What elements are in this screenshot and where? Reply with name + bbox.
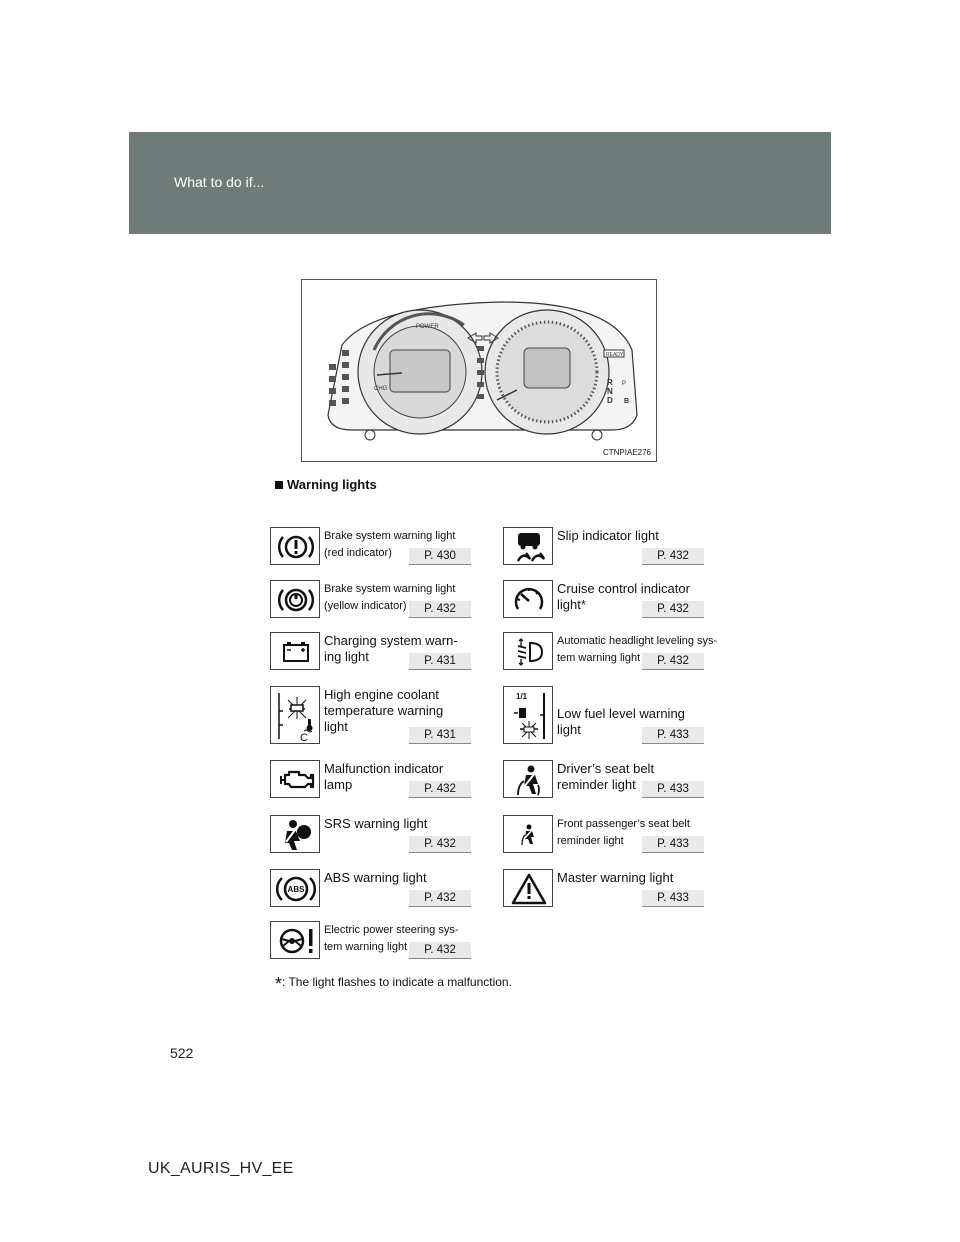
srs-airbag-icon — [270, 815, 320, 853]
headlight-leveling-icon — [503, 632, 553, 670]
gear-d-label: D — [607, 396, 613, 405]
entry-coolant-temperature: C High engine coolant temperature warning light P. 431 — [270, 686, 471, 744]
entry-srs-warning: SRS warning light P. 432 — [270, 815, 471, 853]
page-ref: P. 433 — [642, 890, 704, 907]
gear-b-label: B — [624, 398, 630, 405]
entry-abs-warning: ABS ABS warning light P. 432 — [270, 869, 471, 907]
slip-indicator-icon — [503, 527, 553, 565]
chapter-header — [129, 132, 831, 234]
abs-icon-text: ABS — [287, 885, 305, 894]
page-ref: P. 432 — [642, 548, 704, 565]
figure-code: CTNPIAE276 — [602, 448, 651, 457]
entry-malfunction-indicator: Malfunction indicator lamp P. 432 — [270, 760, 471, 798]
power-label: POWER — [416, 324, 439, 330]
entry-cruise-control: Cruise control indicator light* P. 432 — [503, 580, 704, 618]
page-ref: P. 432 — [409, 836, 471, 853]
instrument-cluster-figure — [301, 279, 657, 462]
engine-icon — [270, 760, 320, 798]
page-ref: P. 431 — [409, 727, 471, 744]
fuel-scale-label: 1/1 — [516, 692, 528, 701]
chapter-title: What to do if... — [174, 174, 265, 190]
page-ref: P. 431 — [409, 653, 471, 670]
page-ref: P. 433 — [642, 836, 704, 853]
entry-power-steering: Electric power steering sys- tem warning light P. 432 — [270, 921, 471, 959]
entry-master-warning: Master warning light P. 433 — [503, 869, 704, 907]
ready-label: READY — [606, 352, 624, 358]
page-ref: P. 432 — [642, 653, 704, 670]
page-ref: P. 430 — [409, 548, 471, 565]
fuel-gauge-icon — [503, 686, 553, 744]
page-ref: P. 432 — [409, 942, 471, 959]
entry-charging-system: Charging system warn- ing light P. 431 — [270, 632, 471, 670]
instrument-cluster-illustration — [302, 280, 658, 463]
page-ref: P. 433 — [642, 727, 704, 744]
master-warning-icon — [503, 869, 553, 907]
battery-icon — [270, 632, 320, 670]
brake-red-icon — [270, 527, 320, 565]
abs-icon — [270, 869, 320, 907]
brake-yellow-icon — [270, 580, 320, 618]
entry-brake-red: Brake system warning light (red indicator) P. 430 — [270, 527, 471, 565]
passenger-seat-belt-icon — [503, 815, 553, 853]
entry-headlight-leveling: Automatic headlight leveling sys- tem warning light P. 432 — [503, 632, 704, 670]
gear-n-label: N — [607, 387, 613, 396]
entry-driver-seat-belt: Driver’s seat belt reminder light P. 433 — [503, 760, 704, 798]
page-ref: P. 432 — [409, 601, 471, 618]
page-ref: P. 433 — [642, 781, 704, 798]
bullet-square-icon — [275, 481, 283, 489]
page-ref: P. 432 — [642, 601, 704, 618]
cruise-control-icon — [503, 580, 553, 618]
chg-label: CHG — [374, 386, 388, 392]
entry-passenger-seat-belt: Front passenger’s seat belt reminder light P. 433 — [503, 815, 704, 853]
svg-text:C: C — [300, 732, 308, 744]
coolant-temperature-icon — [270, 686, 320, 744]
section-heading: Warning lights — [275, 477, 377, 492]
entry-low-fuel: 1/1 Low fuel level warning light P. 433 — [503, 686, 704, 744]
seat-belt-icon — [503, 760, 553, 798]
page-ref: P. 432 — [409, 781, 471, 798]
page-number: 522 — [170, 1045, 194, 1061]
gear-r-label: R — [607, 378, 613, 387]
gear-p-label: P — [622, 381, 627, 387]
entry-slip-indicator: Slip indicator light P. 432 — [503, 527, 704, 565]
entry-brake-yellow: Brake system warning light (yellow indicator) P. 432 — [270, 580, 471, 618]
document-code: UK_AURIS_HV_EE — [148, 1160, 294, 1177]
power-steering-icon — [270, 921, 320, 959]
page-ref: P. 432 — [409, 890, 471, 907]
footnote: *: The light flashes to indicate a malfunction. — [275, 974, 512, 994]
